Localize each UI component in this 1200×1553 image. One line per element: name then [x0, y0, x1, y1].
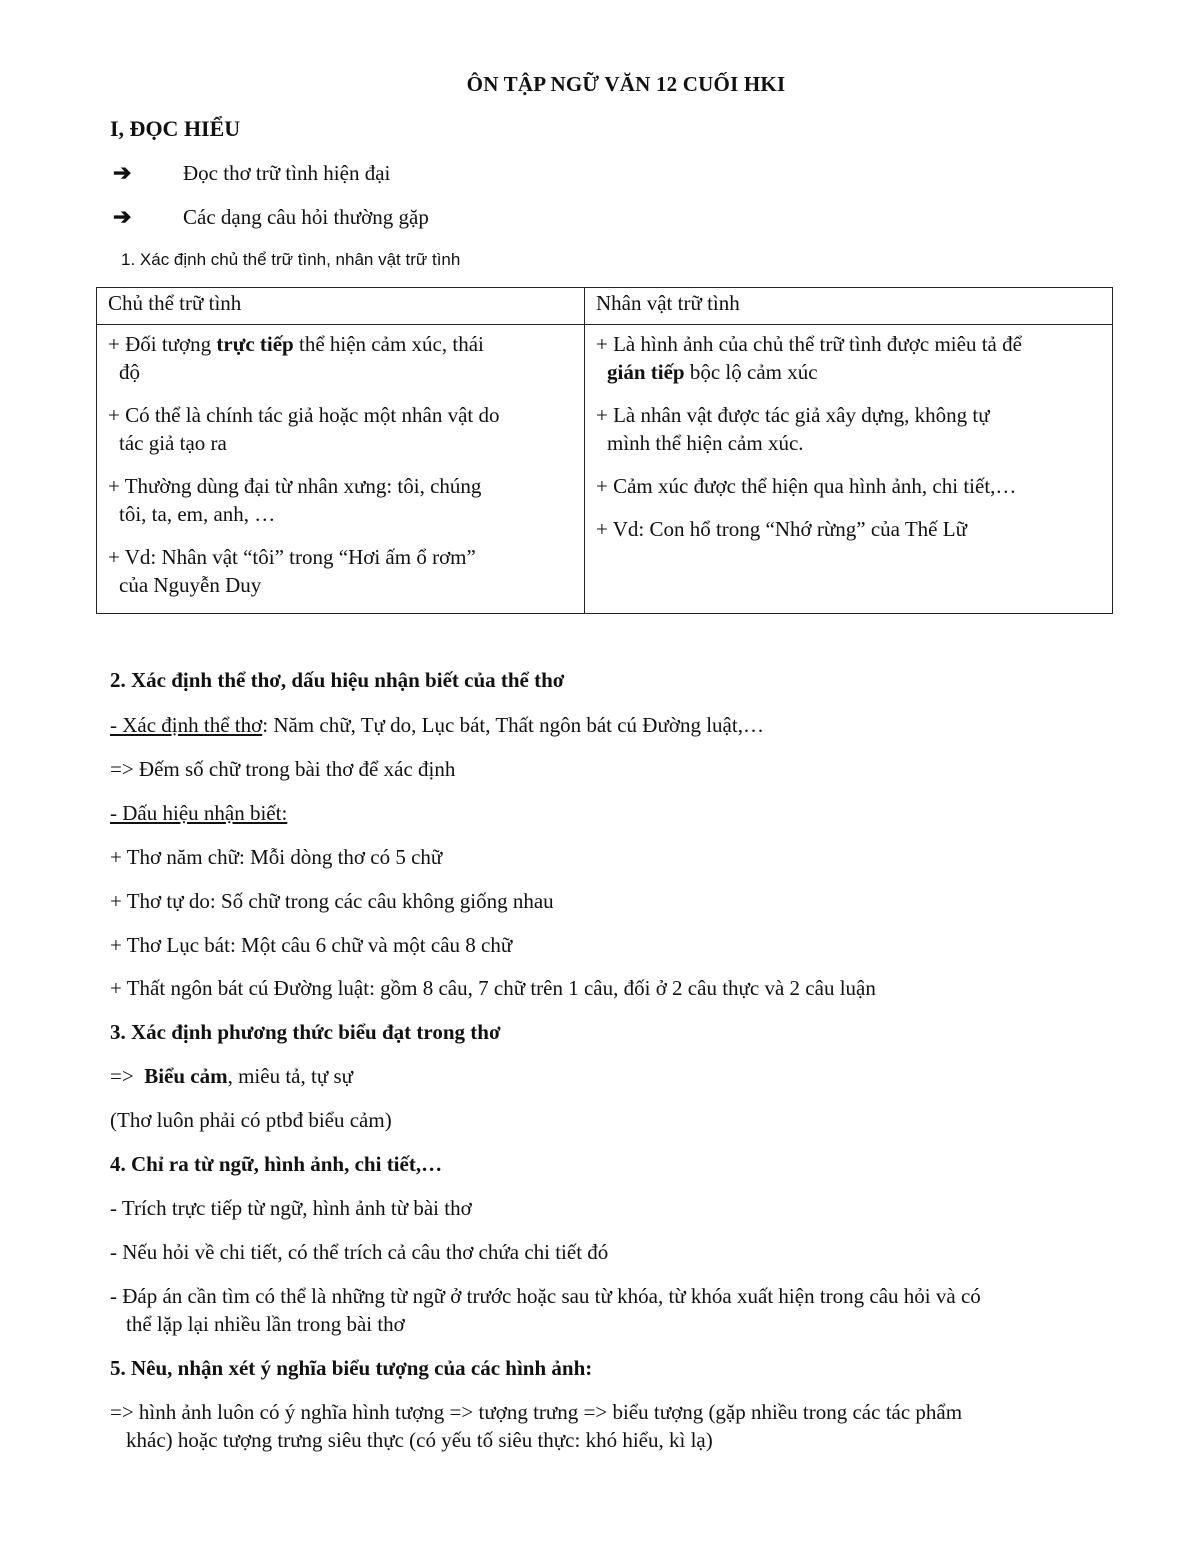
bullet-text: + Là hình ảnh của chủ thể trữ tình được miêu tả để [596, 332, 1022, 356]
underlined-text: - Dấu hiệu nhận biết: [110, 801, 288, 825]
comparison-table [96, 287, 1113, 614]
bullet-item [108, 472, 573, 528]
arrow-item [113, 204, 429, 230]
bullet-continuation: độ [119, 360, 140, 384]
text-line [110, 1064, 353, 1089]
section-heading-ptbd: 3. Xác định phương thức biểu đạt trong thơ [110, 1020, 501, 1044]
bullet-item [108, 543, 573, 599]
underlined-text: - Xác định thể thơ [110, 713, 263, 737]
bullet-item [596, 330, 1101, 386]
bullet-text: + Là nhân vật được tác giả xây dựng, không tự [596, 403, 990, 427]
document-title: ÔN TẬP NGỮ VĂN 12 CUỐI HKI [466, 72, 786, 96]
bold-text: trực tiếp [216, 332, 294, 356]
bullet-item [596, 472, 1101, 500]
table-cell [97, 325, 584, 613]
bullet-item [108, 330, 573, 386]
text-continuation: khác) hoặc tượng trưng siêu thực (có yếu tố siêu thực: khó hiểu, kì lạ) [126, 1428, 713, 1452]
bullet-item [596, 515, 1101, 543]
text-line: - Nếu hỏi về chi tiết, có thể trích cả câu thơ chứa chi tiết đó [110, 1240, 609, 1264]
right-arrow-icon: ➔ [113, 160, 132, 185]
bullet-continuation: tôi, ta, em, anh, … [119, 502, 276, 526]
bullet-item [596, 401, 1101, 457]
arrow-item-text: Các dạng câu hỏi thường gặp [183, 204, 429, 229]
text-line: - Trích trực tiếp từ ngữ, hình ảnh từ bài thơ [110, 1196, 472, 1220]
bullet-text: + Thường dùng đại từ nhân xưng: tôi, chúng [108, 474, 482, 498]
bullet-text: bộc lộ cảm xúc [684, 360, 818, 384]
section-heading-doc-hieu: I, ĐỌC HIỂU [110, 116, 241, 141]
table-cell [585, 325, 1112, 572]
bold-text: gián tiếp [607, 360, 685, 384]
bullet-text: + Vd: Con hổ trong “Nhớ rừng” của Thế Lữ [596, 517, 967, 541]
text: => [110, 1064, 145, 1088]
section-heading-the-tho: 2. Xác định thể thơ, dấu hiệu nhận biết của thể thơ [110, 668, 565, 692]
right-arrow-icon: ➔ [113, 204, 132, 229]
table-header-row [97, 288, 1113, 325]
table-row [97, 325, 1113, 614]
bullet-continuation: tác giả tạo ra [119, 431, 227, 455]
section-heading-tu-ngu: 4. Chỉ ra từ ngữ, hình ảnh, chi tiết,… [110, 1152, 443, 1176]
column-header: Nhân vật trữ tình [596, 291, 740, 315]
arrow-item-text: Đọc thơ trữ tình hiện đại [183, 160, 391, 185]
bullet-text: + Có thể là chính tác giả hoặc một nhân vật do [108, 403, 500, 427]
text-line: (Thơ luôn phải có ptbđ biểu cảm) [110, 1108, 392, 1132]
text-line: + Thơ năm chữ: Mỗi dòng thơ có 5 chữ [110, 845, 443, 869]
text-line [110, 713, 764, 738]
text-line: + Thơ Lục bát: Một câu 6 chữ và một câu 8 chữ [110, 933, 513, 957]
bullet-item [108, 401, 573, 457]
text-continuation: thể lặp lại nhiều lần trong bài thơ [126, 1312, 405, 1336]
text-line: + Thơ tự do: Số chữ trong các câu không giống nhau [110, 889, 554, 913]
text-paragraph [110, 1398, 1140, 1454]
arrow-item [113, 160, 390, 186]
text-line: + Thất ngôn bát cú Đường luật: gồm 8 câu, 7 chữ trên 1 câu, đối ở 2 câu thực và 2 câu luận [110, 976, 876, 1000]
text: : Năm chữ, Tự do, Lục bát, Thất ngôn bát cú Đường luật,… [262, 713, 764, 737]
text-paragraph [110, 1282, 1140, 1338]
bullet-continuation: mình thể hiện cảm xúc. [607, 431, 804, 455]
bullet-continuation: của Nguyễn Duy [119, 573, 262, 597]
text: , miêu tả, tự sự [227, 1064, 354, 1088]
section-heading-bieu-tuong: 5. Nêu, nhận xét ý nghĩa biểu tượng của các hình ảnh: [110, 1356, 593, 1380]
bullet-text: thể hiện cảm xúc, thái [293, 332, 484, 356]
bullet-text: + Vd: Nhân vật “tôi” trong “Hơi ấm ổ rơm” [108, 545, 476, 569]
subsection-heading: 1. Xác định chủ thể trữ tình, nhân vật trữ tình [121, 250, 461, 269]
bullet-text: + Đối tượng [108, 332, 217, 356]
bullet-text: + Cảm xúc được thể hiện qua hình ảnh, chi tiết,… [596, 474, 1017, 498]
text-line: - Đáp án cần tìm có thể là những từ ngữ ở trước hoặc sau từ khóa, từ khóa xuất hiện trong câu hỏi và có [110, 1284, 981, 1308]
text-line: => hình ảnh luôn có ý nghĩa hình tượng => tượng trưng => biểu tượng (gặp nhiều trong các tác phẩm [110, 1400, 963, 1424]
text-line: => Đếm số chữ trong bài thơ để xác định [110, 757, 456, 781]
bold-text: Biểu cảm [144, 1064, 228, 1088]
column-header: Chủ thể trữ tình [108, 291, 242, 315]
